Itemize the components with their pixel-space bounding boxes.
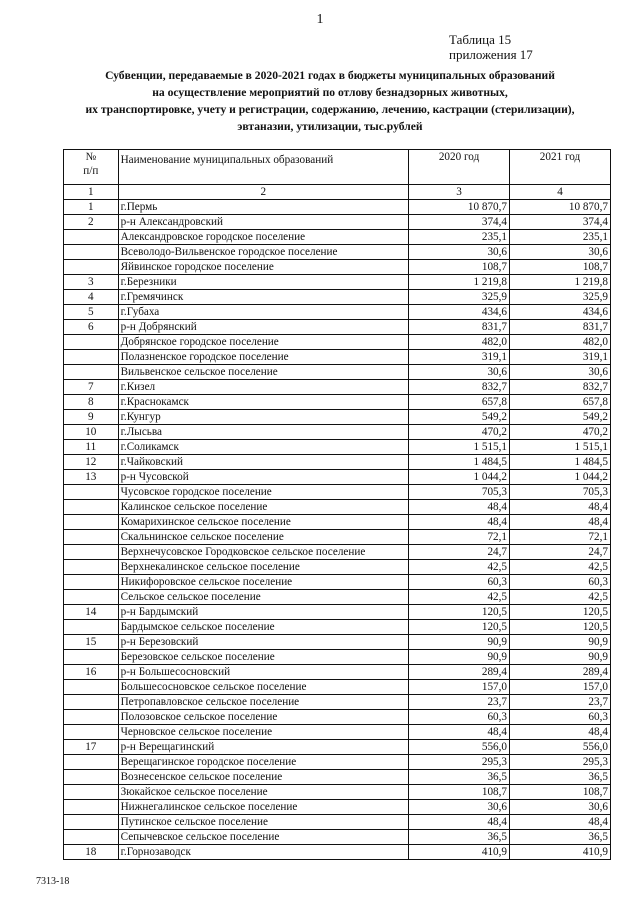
value-2020: 831,7 — [409, 320, 510, 335]
table-row — [64, 830, 611, 845]
municipality-name: г.Березники — [118, 275, 408, 290]
row-number — [64, 545, 119, 560]
annex-table-number: Таблица 15 — [449, 32, 512, 47]
value-2021: 30,6 — [510, 800, 611, 815]
municipality-name: Бардымское сельское поселение — [118, 620, 408, 635]
value-2021: 48,4 — [510, 815, 611, 830]
municipality-name: Сепычевское сельское поселение — [118, 830, 408, 845]
value-2020: 1 484,5 — [409, 455, 510, 470]
municipality-name: р-н Бардымский — [118, 605, 408, 620]
value-2021: 48,4 — [510, 515, 611, 530]
value-2020: 30,6 — [409, 245, 510, 260]
municipality-name: Верхнекалинское сельское поселение — [118, 560, 408, 575]
municipality-name: г.Лысьва — [118, 425, 408, 440]
value-2021: 325,9 — [510, 290, 611, 305]
municipality-name: г.Чайковский — [118, 455, 408, 470]
value-2021: 410,9 — [510, 845, 611, 860]
row-number: 16 — [64, 665, 119, 680]
value-2020: 120,5 — [409, 620, 510, 635]
municipality-name: Чусовское городское поселение — [118, 485, 408, 500]
row-number — [64, 530, 119, 545]
value-2021: 482,0 — [510, 335, 611, 350]
value-2021: 108,7 — [510, 260, 611, 275]
row-number — [64, 755, 119, 770]
table-row — [64, 380, 611, 395]
value-2021: 90,9 — [510, 650, 611, 665]
value-2021: 120,5 — [510, 620, 611, 635]
value-2020: 108,7 — [409, 260, 510, 275]
value-2021: 705,3 — [510, 485, 611, 500]
value-2020: 42,5 — [409, 560, 510, 575]
municipality-name: Александровское городское поселение — [118, 230, 408, 245]
row-number — [64, 245, 119, 260]
value-2020: 36,5 — [409, 770, 510, 785]
table-row — [64, 530, 611, 545]
municipality-name: р-н Александровский — [118, 215, 408, 230]
row-number — [64, 485, 119, 500]
municipality-name: Черновское сельское поселение — [118, 725, 408, 740]
table-row — [64, 815, 611, 830]
value-2020: 60,3 — [409, 710, 510, 725]
municipality-name: Вильвенское сельское поселение — [118, 365, 408, 380]
municipality-name: Березовское сельское поселение — [118, 650, 408, 665]
row-number — [64, 560, 119, 575]
row-number: 12 — [64, 455, 119, 470]
row-number: 5 — [64, 305, 119, 320]
value-2020: 1 219,8 — [409, 275, 510, 290]
municipality-name: Верещагинское городское поселение — [118, 755, 408, 770]
value-2021: 295,3 — [510, 755, 611, 770]
table-row — [64, 785, 611, 800]
value-2021: 48,4 — [510, 500, 611, 515]
header-number-symbol: № — [85, 151, 97, 163]
municipality-name: г.Соликамск — [118, 440, 408, 455]
title-line: Субвенции, передаваемые в 2020-2021 годах в бюджеты муниципальных образований — [105, 69, 555, 82]
value-2021: 72,1 — [510, 530, 611, 545]
value-2020: 295,3 — [409, 755, 510, 770]
value-2020: 120,5 — [409, 605, 510, 620]
value-2021: 470,2 — [510, 425, 611, 440]
value-2021: 289,4 — [510, 665, 611, 680]
municipality-name: Большесосновское сельское поселение — [118, 680, 408, 695]
row-number: 17 — [64, 740, 119, 755]
value-2020: 556,0 — [409, 740, 510, 755]
municipality-name: р-н Верещагинский — [118, 740, 408, 755]
row-number — [64, 650, 119, 665]
table-row — [64, 800, 611, 815]
municipality-name: г.Кунгур — [118, 410, 408, 425]
value-2021: 1 044,2 — [510, 470, 611, 485]
value-2021: 23,7 — [510, 695, 611, 710]
value-2020: 157,0 — [409, 680, 510, 695]
table-row — [64, 575, 611, 590]
municipality-name: Полазненское городское поселение — [118, 350, 408, 365]
value-2020: 90,9 — [409, 635, 510, 650]
table-row — [64, 230, 611, 245]
value-2020: 42,5 — [409, 590, 510, 605]
municipality-name: Скальнинское сельское поселение — [118, 530, 408, 545]
table-row — [64, 350, 611, 365]
table-row — [64, 605, 611, 620]
header-2021: 2021 год — [510, 150, 611, 185]
table-row — [64, 725, 611, 740]
value-2021: 90,9 — [510, 635, 611, 650]
value-2020: 72,1 — [409, 530, 510, 545]
value-2021: 434,6 — [510, 305, 611, 320]
annex-label — [449, 32, 533, 62]
value-2021: 157,0 — [510, 680, 611, 695]
value-2020: 470,2 — [409, 425, 510, 440]
value-2021: 36,5 — [510, 770, 611, 785]
table-row — [64, 455, 611, 470]
value-2021: 556,0 — [510, 740, 611, 755]
value-2020: 705,3 — [409, 485, 510, 500]
table-body — [64, 200, 611, 860]
municipality-name: г.Гремячинск — [118, 290, 408, 305]
row-number: 2 — [64, 215, 119, 230]
title-line: их транспортировке, учету и регистрации, содержанию, лечению, кастрации (стерилизации), — [85, 103, 575, 116]
value-2021: 374,4 — [510, 215, 611, 230]
table-row — [64, 275, 611, 290]
value-2020: 549,2 — [409, 410, 510, 425]
annex-appendix-number: приложения 17 — [449, 47, 533, 62]
table-row — [64, 665, 611, 680]
municipality-name: Калинское сельское поселение — [118, 500, 408, 515]
value-2020: 434,6 — [409, 305, 510, 320]
municipality-name: Вознесенское сельское поселение — [118, 770, 408, 785]
table-index-row — [64, 185, 611, 200]
value-2021: 235,1 — [510, 230, 611, 245]
table-row — [64, 290, 611, 305]
value-2020: 235,1 — [409, 230, 510, 245]
table-row — [64, 365, 611, 380]
row-number: 13 — [64, 470, 119, 485]
value-2020: 410,9 — [409, 845, 510, 860]
value-2020: 657,8 — [409, 395, 510, 410]
table-row — [64, 425, 611, 440]
municipality-name: Всеволодо-Вильвенское городское поселение — [118, 245, 408, 260]
value-2020: 1 044,2 — [409, 470, 510, 485]
page-number: 1 — [316, 12, 324, 27]
value-2020: 289,4 — [409, 665, 510, 680]
value-2020: 30,6 — [409, 365, 510, 380]
value-2021: 36,5 — [510, 830, 611, 845]
municipality-name: Полозовское сельское поселение — [118, 710, 408, 725]
row-number — [64, 770, 119, 785]
value-2020: 48,4 — [409, 500, 510, 515]
table-row — [64, 545, 611, 560]
row-number: 18 — [64, 845, 119, 860]
subventions-table — [63, 149, 611, 860]
index-cell: 2 — [118, 185, 408, 200]
value-2020: 48,4 — [409, 515, 510, 530]
table-row — [64, 260, 611, 275]
value-2021: 60,3 — [510, 575, 611, 590]
value-2021: 60,3 — [510, 710, 611, 725]
value-2020: 90,9 — [409, 650, 510, 665]
value-2021: 42,5 — [510, 560, 611, 575]
table-row — [64, 500, 611, 515]
value-2021: 30,6 — [510, 365, 611, 380]
row-number: 15 — [64, 635, 119, 650]
municipality-name: р-н Березовский — [118, 635, 408, 650]
value-2021: 831,7 — [510, 320, 611, 335]
table-row — [64, 620, 611, 635]
value-2021: 120,5 — [510, 605, 611, 620]
municipality-name: Сельское сельское поселение — [118, 590, 408, 605]
value-2020: 24,7 — [409, 545, 510, 560]
row-number — [64, 695, 119, 710]
table-row — [64, 635, 611, 650]
table-row — [64, 410, 611, 425]
row-number — [64, 500, 119, 515]
header-name: Наименование муниципальных образований — [118, 150, 408, 185]
row-number: 3 — [64, 275, 119, 290]
value-2021: 108,7 — [510, 785, 611, 800]
value-2021: 832,7 — [510, 380, 611, 395]
value-2021: 657,8 — [510, 395, 611, 410]
footer-code: 7313-18 — [36, 876, 70, 887]
document-title — [30, 67, 630, 135]
table-row — [64, 485, 611, 500]
row-number — [64, 230, 119, 245]
municipality-name: р-н Чусовской — [118, 470, 408, 485]
header-2020: 2020 год — [409, 150, 510, 185]
value-2020: 374,4 — [409, 215, 510, 230]
value-2021: 1 219,8 — [510, 275, 611, 290]
row-number — [64, 335, 119, 350]
municipality-name: г.Горнозаводск — [118, 845, 408, 860]
table-row — [64, 590, 611, 605]
value-2021: 24,7 — [510, 545, 611, 560]
table-row — [64, 770, 611, 785]
table-row — [64, 695, 611, 710]
municipality-name: Петропавловское сельское поселение — [118, 695, 408, 710]
municipality-name: Верхнечусовское Городковское сельское поселение — [118, 545, 408, 560]
header-number-abbrev: п/п — [83, 165, 99, 177]
row-number — [64, 620, 119, 635]
index-cell: 3 — [409, 185, 510, 200]
value-2021: 549,2 — [510, 410, 611, 425]
row-number — [64, 725, 119, 740]
value-2021: 42,5 — [510, 590, 611, 605]
row-number: 11 — [64, 440, 119, 455]
value-2020: 48,4 — [409, 725, 510, 740]
value-2020: 23,7 — [409, 695, 510, 710]
row-number: 10 — [64, 425, 119, 440]
row-number — [64, 260, 119, 275]
row-number — [64, 710, 119, 725]
table-row — [64, 245, 611, 260]
row-number: 9 — [64, 410, 119, 425]
table-row — [64, 470, 611, 485]
title-line: на осуществление мероприятий по отлову безнадзорных животных, — [152, 86, 508, 99]
value-2020: 1 515,1 — [409, 440, 510, 455]
municipality-name: г.Пермь — [118, 200, 408, 215]
value-2021: 1 515,1 — [510, 440, 611, 455]
row-number: 14 — [64, 605, 119, 620]
value-2021: 1 484,5 — [510, 455, 611, 470]
row-number: 1 — [64, 200, 119, 215]
municipality-name: Никифоровское сельское поселение — [118, 575, 408, 590]
municipality-name: Добрянское городское поселение — [118, 335, 408, 350]
row-number — [64, 815, 119, 830]
row-number: 4 — [64, 290, 119, 305]
table-row — [64, 200, 611, 215]
index-cell: 4 — [510, 185, 611, 200]
municipality-name: г.Краснокамск — [118, 395, 408, 410]
row-number: 8 — [64, 395, 119, 410]
value-2020: 325,9 — [409, 290, 510, 305]
municipality-name: Путинское сельское поселение — [118, 815, 408, 830]
table-row — [64, 710, 611, 725]
value-2021: 10 870,7 — [510, 200, 611, 215]
table-row — [64, 440, 611, 455]
table-row — [64, 215, 611, 230]
table-row — [64, 395, 611, 410]
row-number — [64, 365, 119, 380]
municipality-name: г.Губаха — [118, 305, 408, 320]
value-2020: 60,3 — [409, 575, 510, 590]
value-2021: 48,4 — [510, 725, 611, 740]
value-2020: 832,7 — [409, 380, 510, 395]
table-row — [64, 680, 611, 695]
table-row — [64, 740, 611, 755]
row-number — [64, 590, 119, 605]
table-row — [64, 305, 611, 320]
value-2020: 36,5 — [409, 830, 510, 845]
row-number: 7 — [64, 380, 119, 395]
title-line: эвтаназии, утилизации, тыс.рублей — [237, 120, 423, 133]
table-row — [64, 755, 611, 770]
value-2020: 482,0 — [409, 335, 510, 350]
row-number — [64, 800, 119, 815]
value-2020: 319,1 — [409, 350, 510, 365]
table-row — [64, 320, 611, 335]
municipality-name: Нижнегалинское сельское поселение — [118, 800, 408, 815]
header-number — [64, 150, 119, 185]
table-row — [64, 650, 611, 665]
value-2020: 30,6 — [409, 800, 510, 815]
municipality-name: Зюкайское сельское поселение — [118, 785, 408, 800]
value-2020: 10 870,7 — [409, 200, 510, 215]
row-number: 6 — [64, 320, 119, 335]
table-row — [64, 560, 611, 575]
row-number — [64, 680, 119, 695]
municipality-name: Яйвинское городское поселение — [118, 260, 408, 275]
municipality-name: р-н Большесосновский — [118, 665, 408, 680]
value-2020: 48,4 — [409, 815, 510, 830]
municipality-name: г.Кизел — [118, 380, 408, 395]
value-2020: 108,7 — [409, 785, 510, 800]
row-number — [64, 785, 119, 800]
municipality-name: Комарихинское сельское поселение — [118, 515, 408, 530]
row-number — [64, 830, 119, 845]
municipality-name: р-н Добрянский — [118, 320, 408, 335]
index-cell: 1 — [64, 185, 119, 200]
table-row — [64, 515, 611, 530]
row-number — [64, 575, 119, 590]
value-2021: 30,6 — [510, 245, 611, 260]
row-number — [64, 350, 119, 365]
table-row — [64, 335, 611, 350]
table-row — [64, 845, 611, 860]
table-header-row — [64, 150, 611, 185]
row-number — [64, 515, 119, 530]
value-2021: 319,1 — [510, 350, 611, 365]
